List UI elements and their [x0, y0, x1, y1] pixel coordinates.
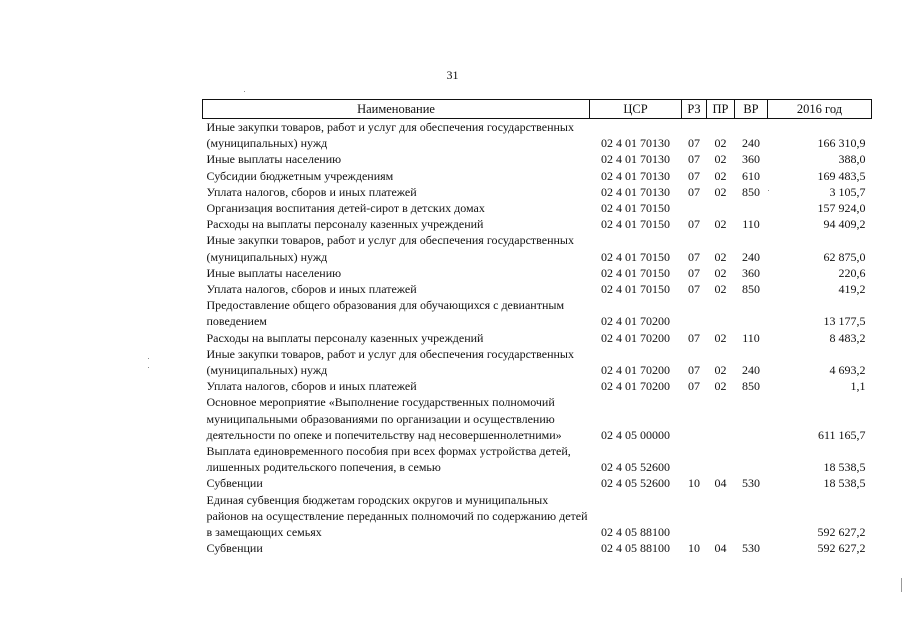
table-row	[203, 119, 872, 152]
row-sum: 166 310,9	[817, 136, 866, 151]
row-csr: 02 4 01 70200	[601, 314, 670, 329]
row-rz: 07	[688, 330, 700, 345]
row-sum: 62 875,0	[823, 249, 866, 264]
row-rz: 07	[688, 217, 700, 232]
row-name: Уплата налогов, сборов и иных платежей	[206, 282, 417, 297]
row-csr: 02 4 01 70130	[601, 152, 670, 167]
table-row	[203, 346, 872, 378]
table-row	[203, 540, 872, 556]
row-pr: 02	[714, 363, 727, 378]
row-pr: 02	[714, 379, 727, 394]
row-rz: 07	[688, 249, 700, 264]
row-rz	[682, 200, 707, 216]
row-vr: 240	[742, 363, 760, 378]
table-row	[203, 492, 872, 541]
scan-speck	[244, 91, 245, 92]
row-sum: 169 483,5	[817, 168, 866, 183]
row-csr: 02 4 01 70200	[601, 363, 670, 378]
row-vr: 240	[742, 249, 760, 264]
row-sum: 220,6	[838, 265, 866, 280]
row-pr	[707, 492, 735, 541]
row-rz: 07	[688, 379, 700, 394]
row-rz: 07	[688, 363, 700, 378]
row-vr	[735, 200, 768, 216]
row-name: Расходы на выплаты персоналу казенных учреждений	[206, 217, 484, 232]
row-vr: 360	[742, 152, 760, 167]
row-pr	[707, 200, 735, 216]
table-row	[203, 443, 872, 475]
row-rz: 10	[688, 541, 700, 556]
scan-speck	[148, 367, 149, 368]
row-pr: 02	[714, 152, 727, 167]
row-csr: 02 4 01 70150	[601, 201, 670, 216]
row-rz	[682, 492, 707, 541]
row-pr: 02	[714, 217, 727, 232]
row-pr: 04	[714, 476, 727, 491]
row-pr: 02	[714, 249, 727, 264]
row-vr: 850	[742, 184, 760, 199]
row-vr: 110	[742, 217, 760, 232]
page-number: 31	[446, 68, 459, 82]
row-name: Расходы на выплаты персоналу казенных учреждений	[206, 330, 484, 345]
header-pr: ПР	[707, 100, 735, 119]
row-name: Выплата единовременного пособия при всех формах устройства детей, лишенных родительского попечения, в семью	[206, 444, 571, 475]
row-pr: 02	[714, 168, 727, 183]
scan-speck	[148, 358, 149, 359]
row-sum: 592 627,2	[817, 541, 866, 556]
row-vr: 850	[742, 282, 760, 297]
row-vr	[735, 394, 768, 443]
row-pr	[707, 394, 735, 443]
row-name: Субсидии бюджетным учреждениям	[206, 168, 394, 183]
table-row	[203, 232, 872, 264]
row-csr: 02 4 05 52600	[601, 476, 670, 491]
table-row	[203, 151, 872, 167]
table-row	[203, 475, 872, 491]
table-row	[203, 378, 872, 394]
row-sum: 419,2	[838, 282, 866, 297]
row-pr: 02	[714, 184, 727, 199]
row-name: Уплата налогов, сборов и иных платежей	[206, 379, 417, 394]
table-row	[203, 330, 872, 346]
table-row	[203, 168, 872, 184]
row-csr: 02 4 01 70130	[601, 184, 670, 199]
row-name: Иные выплаты населению	[206, 265, 342, 280]
row-sum: 94 409,2	[823, 217, 866, 232]
row-vr	[735, 443, 768, 475]
row-name: Основное мероприятие «Выполнение государственных полномочий муниципальными образованиями по организации и осуществлению деятельности по опеке и попечительству над несовершеннолетними»	[206, 395, 562, 442]
row-rz	[682, 297, 707, 329]
row-csr: 02 4 05 88100	[601, 525, 670, 540]
row-pr: 02	[714, 330, 727, 345]
row-csr: 02 4 05 52600	[601, 460, 670, 475]
row-rz: 07	[688, 136, 700, 151]
row-sum: 18 538,5	[823, 476, 866, 491]
table-row	[203, 265, 872, 281]
row-csr: 02 4 05 88100	[601, 541, 670, 556]
row-vr	[735, 492, 768, 541]
row-csr: 02 4 01 70130	[601, 136, 670, 151]
row-rz: 10	[688, 476, 700, 491]
row-rz: 07	[688, 184, 700, 199]
header-csr: ЦСР	[590, 100, 682, 119]
row-rz: 07	[688, 168, 700, 183]
row-vr	[735, 297, 768, 329]
row-sum: 611 165,7	[817, 427, 866, 442]
row-vr: 240	[742, 136, 760, 151]
table-row	[203, 281, 872, 297]
table-row	[203, 200, 872, 216]
row-csr: 02 4 01 70200	[601, 379, 670, 394]
row-sum: 388,0	[838, 152, 866, 167]
row-name: Субвенции	[206, 476, 263, 491]
row-name: Уплата налогов, сборов и иных платежей	[206, 184, 417, 199]
row-vr: 530	[742, 541, 760, 556]
row-rz: 07	[688, 282, 700, 297]
row-name: Иные закупки товаров, работ и услуг для обеспечения государственных (муниципальных) нужд	[206, 233, 574, 264]
table-header-row	[203, 100, 872, 119]
row-sum: 1,1	[850, 379, 866, 394]
header-name: Наименование	[203, 100, 590, 119]
table-body	[203, 119, 872, 557]
row-rz: 07	[688, 265, 700, 280]
row-sum: 3 105,7	[829, 184, 866, 199]
row-sum: 8 483,2	[829, 330, 866, 345]
row-csr: 02 4 05 00000	[601, 427, 670, 442]
row-pr: 02	[714, 265, 727, 280]
row-name: Иные закупки товаров, работ и услуг для обеспечения государственных (муниципальных) нужд	[206, 120, 574, 151]
row-sum: 13 177,5	[823, 314, 866, 329]
budget-table	[202, 99, 872, 556]
row-csr: 02 4 01 70150	[601, 265, 670, 280]
table-row	[203, 184, 872, 200]
row-csr: 02 4 01 70130	[601, 168, 670, 183]
row-name: Предоставление общего образования для обучающихся с девиантным поведением	[206, 298, 565, 329]
table-row	[203, 216, 872, 232]
row-pr: 02	[714, 282, 727, 297]
table-row	[203, 297, 872, 329]
row-pr: 04	[714, 541, 727, 556]
row-pr	[707, 443, 735, 475]
row-vr: 110	[742, 330, 760, 345]
row-csr: 02 4 01 70200	[601, 330, 670, 345]
row-name: Субвенции	[206, 541, 263, 556]
row-pr: 02	[714, 136, 727, 151]
row-pr	[707, 297, 735, 329]
row-rz: 07	[688, 152, 700, 167]
row-csr: 02 4 01 70150	[601, 249, 670, 264]
row-sum: 592 627,2	[817, 525, 866, 540]
row-name: Организация воспитания детей-сирот в детских домах	[206, 201, 485, 216]
row-sum: 4 693,2	[829, 363, 866, 378]
row-name: Единая субвенция бюджетам городских округов и муниципальных районов на осуществление переданных полномочий по содержанию детей в замещающих семьях	[206, 492, 588, 540]
row-csr: 02 4 01 70150	[601, 217, 670, 232]
row-rz	[682, 443, 707, 475]
header-vr: ВР	[735, 100, 768, 119]
row-sum: 157 924,0	[817, 201, 866, 216]
row-name: Иные выплаты населению	[206, 152, 342, 167]
scan-edge-mark	[897, 578, 902, 592]
table-row	[203, 394, 872, 443]
row-rz	[682, 394, 707, 443]
header-rz: РЗ	[682, 100, 707, 119]
row-sum: 18 538,5	[823, 460, 866, 475]
row-csr: 02 4 01 70150	[601, 282, 670, 297]
row-vr: 610	[742, 168, 760, 183]
header-year: 2016 год	[768, 100, 872, 119]
row-vr: 530	[742, 476, 760, 491]
row-name: Иные закупки товаров, работ и услуг для обеспечения государственных (муниципальных) нужд	[206, 346, 574, 378]
row-vr: 360	[742, 265, 760, 280]
row-vr: 850	[742, 379, 760, 394]
